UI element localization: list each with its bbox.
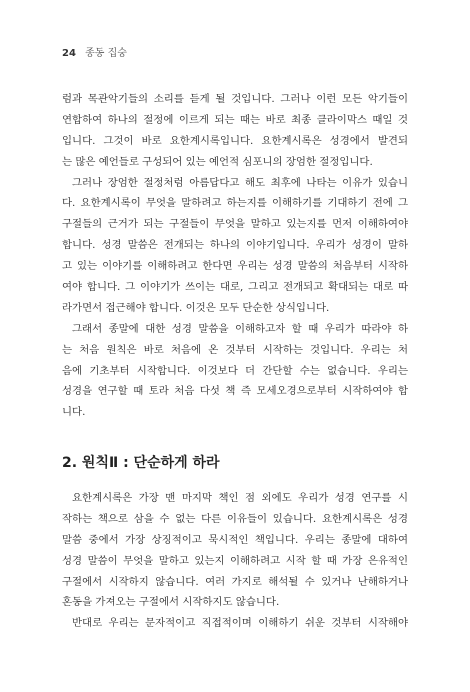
- section-heading: 2. 원칙Ⅱ : 단순하게 하라: [62, 455, 220, 471]
- text-line: 고 있는 이야기를 이해하려고 한다면 우리는 성경 말씀의 처음부터 시작하: [62, 260, 408, 273]
- text-line: 성경을 연구할 때 토라 처음 다섯 책 즉 모세오경으로부터 시작하여야 합: [62, 385, 408, 398]
- text-line: 합니다. 성경 말씀은 전개되는 하나의 이야기입니다. 우리가 성경이 말하: [62, 239, 408, 252]
- text-line: 요한계시록은 가장 맨 마지막 책인 점 외에도 우리가 성경 연구를 시: [72, 492, 408, 504]
- text-line: 여야 합니다. 그 이야기가 쓰이는 대로, 그리고 전개되고 확대되는 대로 따: [62, 281, 408, 294]
- text-line: 는 많은 예언들로 구성되어 있는 예언적 심포니의 장엄한 절정입니다.: [62, 155, 373, 168]
- text-line: 니다.: [62, 406, 86, 419]
- text-line: 는 처음 원칙은 바로 처음에 온 것부터 시작하는 것입니다. 우리는 처: [62, 343, 408, 356]
- text-line: 그래서 종말에 대한 성경 말씀을 이해하고자 할 때 우리가 따라야 하: [72, 322, 408, 335]
- body-text-top: [62, 89, 408, 423]
- book-title: 종동 집숭: [85, 48, 127, 59]
- page-number: 24: [62, 48, 76, 59]
- text-line: 혼동을 가져오는 구절에서 시작하지도 않습니다.: [62, 596, 280, 609]
- text-line: 반대로 우리는 문자적이고 직접적이며 이해하기 쉬운 것부터 시작해야: [72, 617, 408, 630]
- text-line: 다. 요한계시록이 무엇을 말하려고 하는지를 이해하기를 기대하기 전에 그: [62, 197, 408, 210]
- text-line: 라가면서 접근해야 합니다. 이것은 모두 단순한 상식입니다.: [62, 301, 330, 314]
- text-line: 말씀 중에서 가장 상징적이고 묵시적인 책입니다. 우리는 종말에 대하여: [62, 533, 408, 546]
- text-line: 럼과 목관악기들의 소리를 듣게 될 것입니다. 그러나 이런 모든 악기들이: [62, 93, 408, 105]
- text-line: 입니다. 그것이 바로 요한계시록입니다. 요한계시록은 성경에서 발견되: [62, 134, 408, 147]
- text-line: 구절에서 시작하지 않습니다. 여러 가지로 해석될 수 있거나 난해하거나: [62, 575, 408, 588]
- text-line: 구절들의 근거가 되는 구절들이 무엇을 말하고 있는지를 먼저 이해하여야: [62, 218, 408, 231]
- running-head: [62, 44, 127, 59]
- text-line: 연합하여 하나의 절정에 이르게 되는 때는 바로 최종 클라이막스 때일 것: [62, 113, 408, 126]
- text-line: 음에 기초부터 시작합니다. 이것보다 더 간단할 수는 없습니다. 우리는: [62, 364, 408, 377]
- text-line: 성경 말씀이 무엇을 말하고 있는지 이해하려고 시작 할 때 가장 은유적인: [62, 554, 408, 567]
- text-line: 작하는 책으로 삼을 수 없는 다른 이유들이 있습니다. 요한계시록은 성경: [62, 512, 408, 525]
- text-line: 그러나 장엄한 절정처럼 아름답다고 해도 최후에 나타는 이유가 있습니: [72, 176, 408, 189]
- body-text-bottom: [62, 488, 408, 634]
